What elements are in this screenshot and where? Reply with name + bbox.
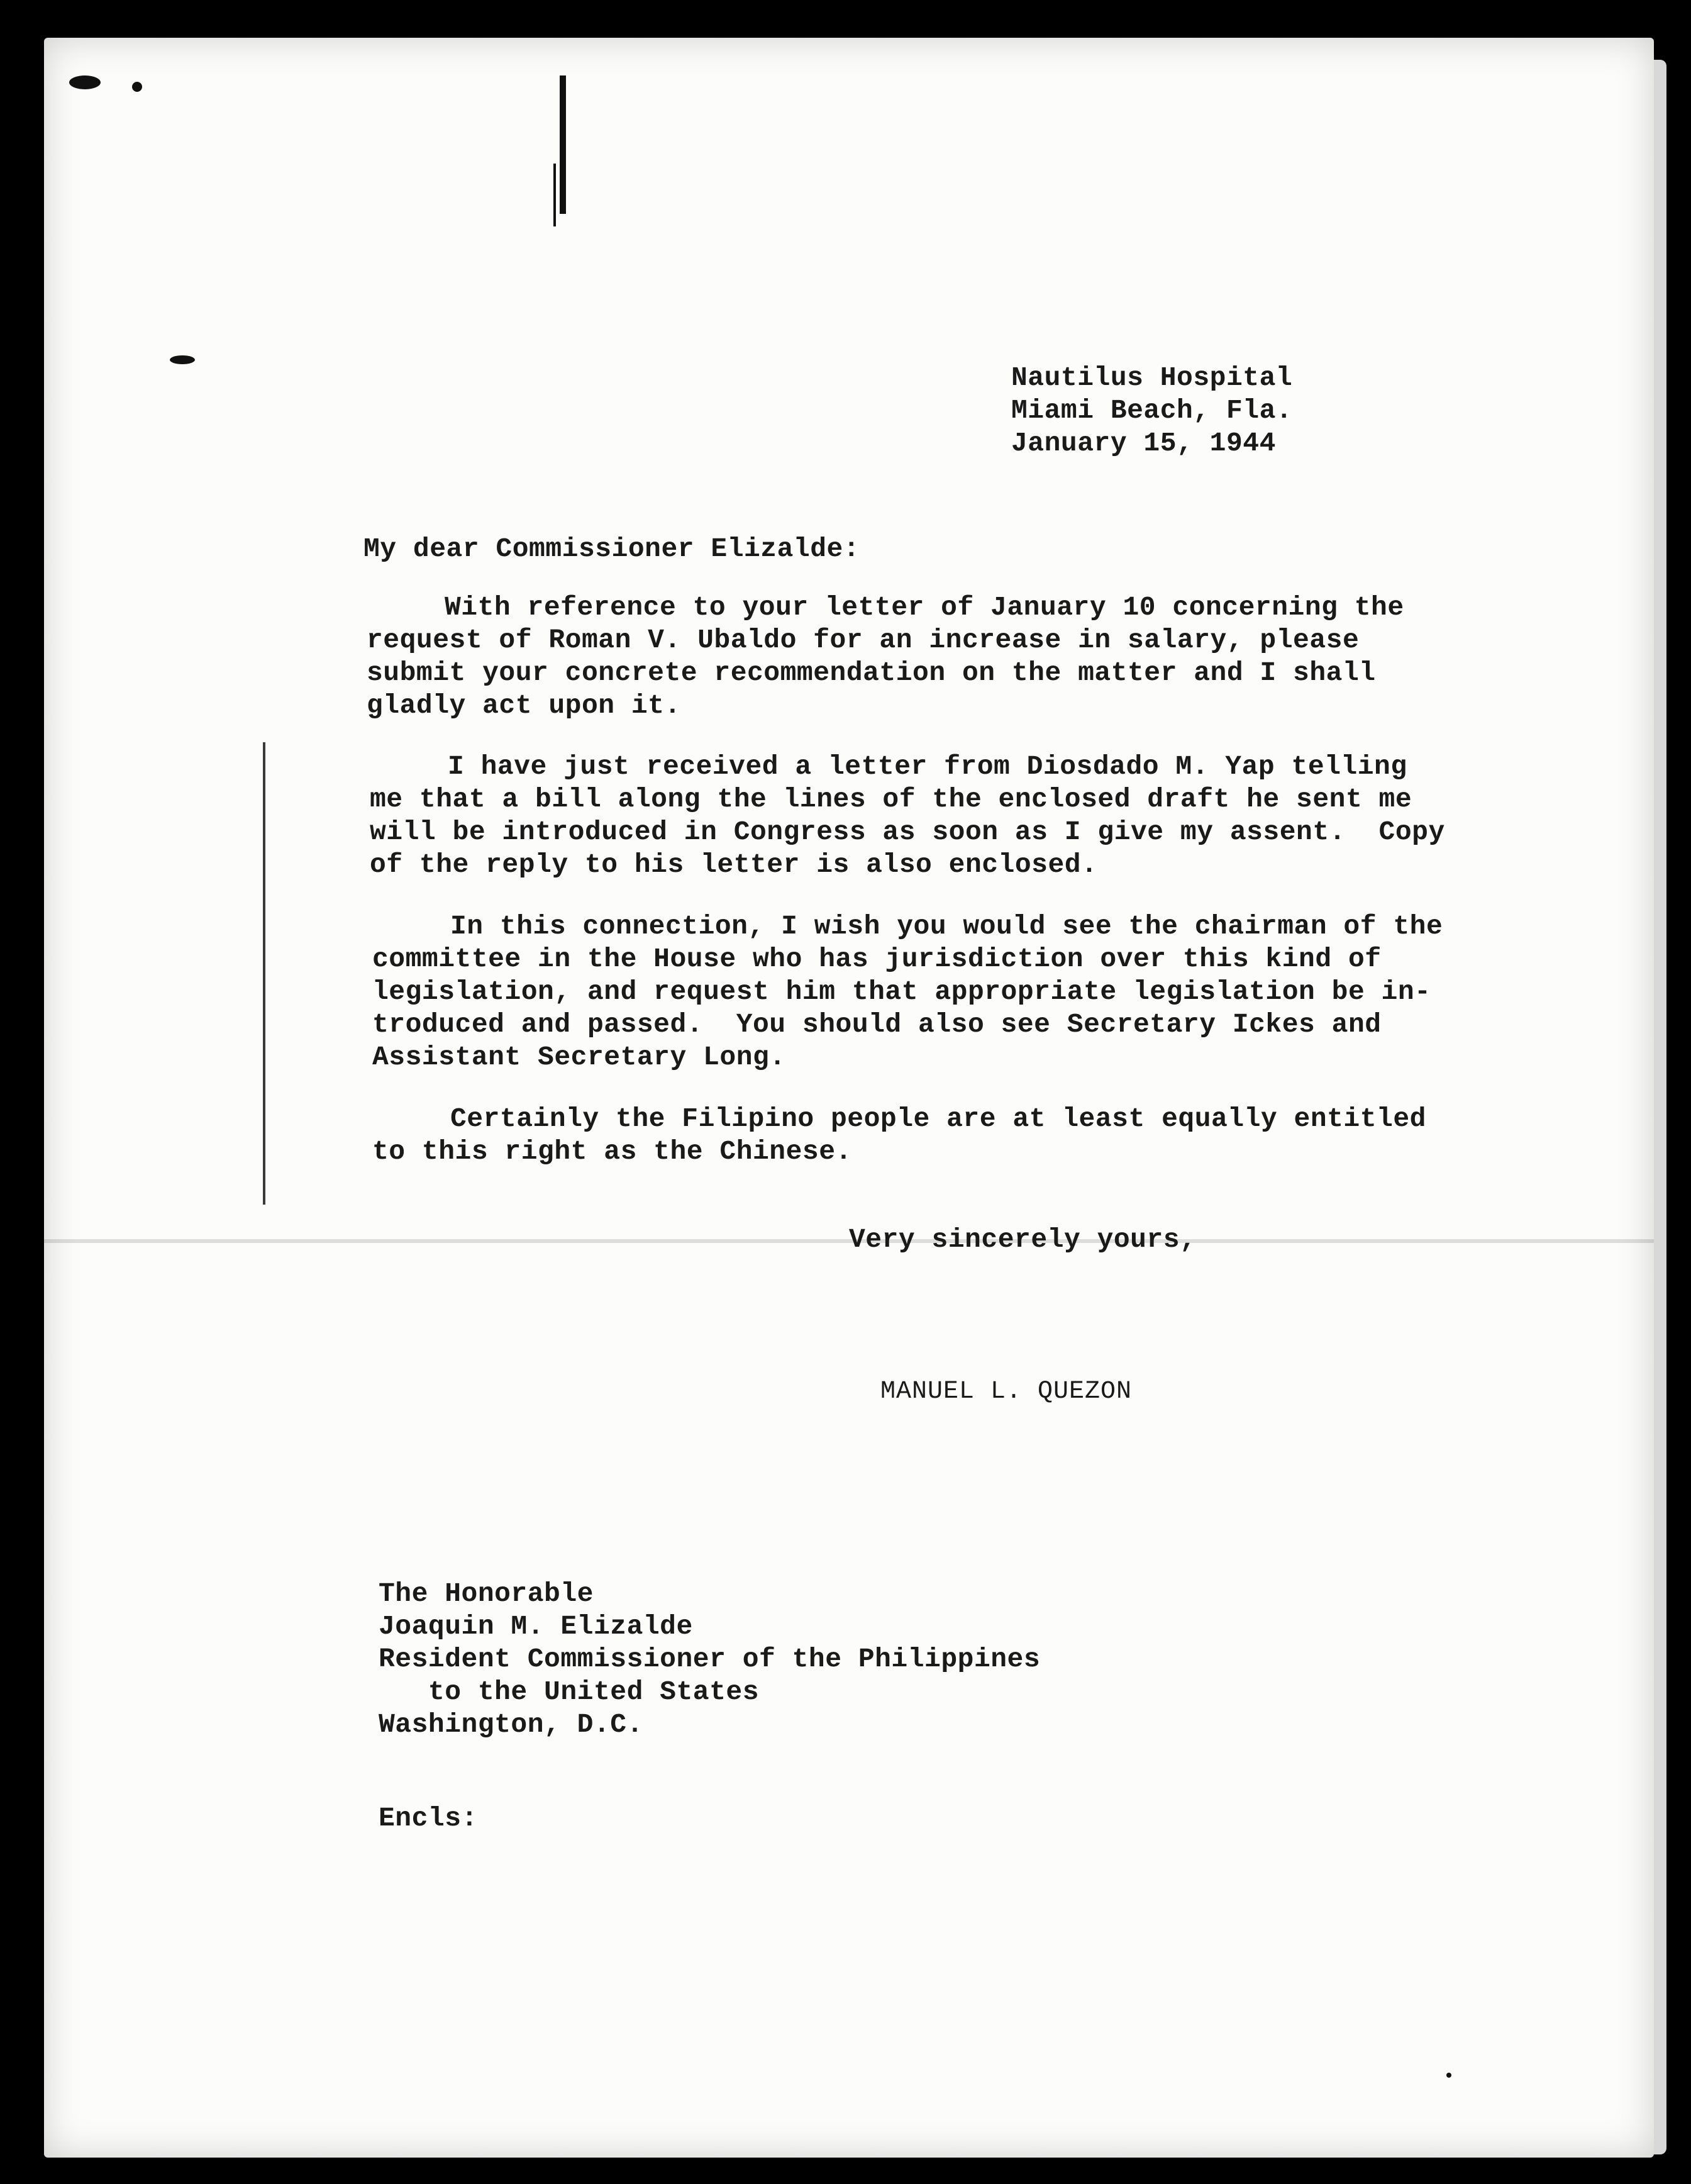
recipient-address-line: Resident Commissioner of the Philippines [379, 1644, 1041, 1674]
paragraph-line: to this right as the Chinese. [372, 1136, 852, 1167]
salutation: My dear Commissioner Elizalde: [363, 533, 860, 564]
recipient-address-line: Joaquin M. Elizalde [379, 1611, 693, 1642]
top-smudge-mark [132, 82, 142, 92]
enclosures-note: Encls: [379, 1803, 478, 1834]
recipient-address [379, 1578, 1040, 1741]
top-tick-mark [560, 75, 566, 214]
margin-mark [263, 742, 265, 1205]
sender-address-line: Miami Beach, Fla. [1011, 395, 1293, 426]
top-smudge-mark [69, 75, 101, 89]
recipient-address-line: to the United States [379, 1676, 759, 1707]
side-smudge-mark [170, 355, 195, 364]
paragraph-1 [367, 591, 1404, 722]
top-tick-mark [553, 164, 556, 226]
paragraph-line: With reference to your letter of January 10 concerning the [445, 592, 1404, 623]
paragraph-line: legislation, and request him that appropriate legislation be in- [372, 976, 1431, 1007]
sender-address-line: Nautilus Hospital [1011, 362, 1293, 393]
paragraph-line: In this connection, I wish you would see the chairman of the [450, 911, 1443, 942]
paragraph-4 [372, 1103, 1426, 1168]
recipient-address-line: Washington, D.C. [379, 1709, 643, 1740]
paragraph-line: troduced and passed. You should also see Secretary Ickes and [372, 1009, 1382, 1040]
closing: Very sincerely yours, [849, 1224, 1197, 1255]
paragraph-line: of the reply to his letter is also enclosed. [370, 849, 1098, 880]
paragraph-line: Assistant Secretary Long. [372, 1042, 786, 1072]
paragraph-line: submit your concrete recommendation on the matter and I shall [367, 657, 1376, 688]
signature-name: MANUEL L. QUEZON [880, 1378, 1133, 1406]
paragraph-3 [372, 910, 1443, 1074]
letter-page [44, 38, 1654, 2158]
corner-speck-mark [1446, 2073, 1451, 2078]
paragraph-line: Certainly the Filipino people are at least equally entitled [450, 1103, 1426, 1134]
paragraph-line: will be introduced in Congress as soon as I give my assent. Copy [370, 816, 1445, 847]
letter-date: January 15, 1944 [1011, 428, 1276, 459]
paragraph-line: me that a bill along the lines of the enclosed draft he sent me [370, 784, 1412, 815]
paragraph-line: gladly act upon it. [367, 690, 681, 721]
recipient-address-line: The Honorable [379, 1578, 594, 1609]
paragraph-line: committee in the House who has jurisdiction over this kind of [372, 944, 1382, 974]
sender-address [1011, 362, 1292, 460]
paragraph-2 [370, 750, 1445, 881]
paragraph-line: request of Roman V. Ubaldo for an increase in salary, please [367, 625, 1360, 655]
paragraph-line: I have just received a letter from Diosdado M. Yap telling [448, 751, 1407, 782]
